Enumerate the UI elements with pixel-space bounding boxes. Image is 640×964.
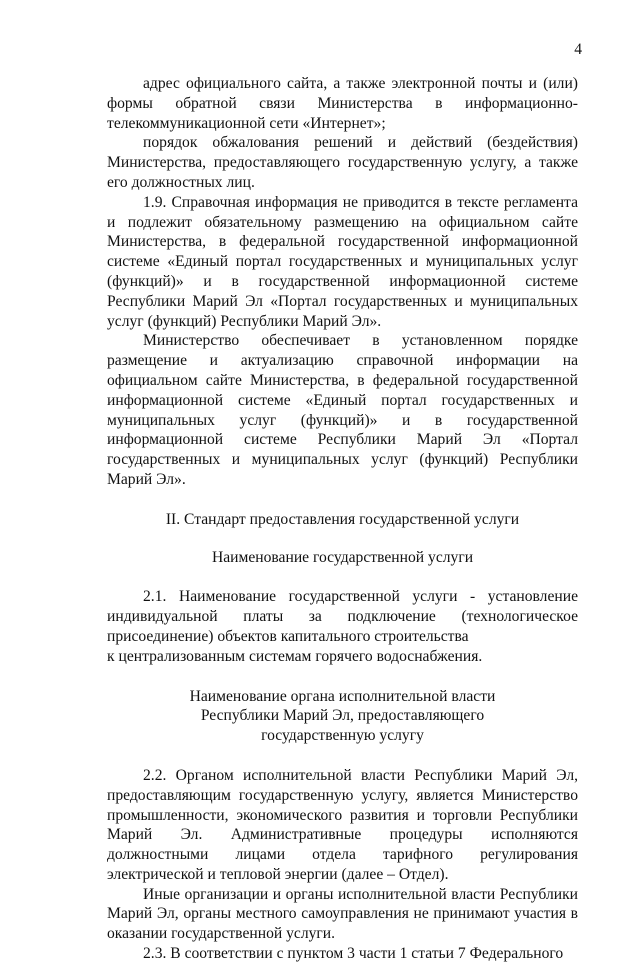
- paragraph-1-9-reference-info: 1.9. Справочная информация не приводится в тексте регламента и подлежит обязательному размещению на официальном сайте Министерства, в федеральной государственной информационной системе «Единый портал государственных и муниципальных услуг (функций)» и в государственной информационной системе Республики Марий Эл «Портал государственных и муниципальных услуг (функций) Республики Марий Эл».: [107, 193, 578, 330]
- paragraph-appeal-procedure: порядок обжалования решений и действий (бездействия) Министерства, предоставляющего государственную услугу, а также его должностных лиц.: [107, 134, 578, 191]
- subheading-authority-line-1: Наименование органа исполнительной власти: [189, 687, 496, 705]
- subheading-service-name: Наименование государственной услуги: [211, 548, 474, 566]
- paragraph-other-organizations: Иные организации и органы исполнительной власти Республики Марий Эл, органы местного самоуправления не принимают участия в оказании государственной услуги.: [107, 885, 578, 943]
- section-heading-standard: II. Стандарт предоставления государственной услуги: [165, 510, 520, 528]
- paragraph-2-1-service-name: 2.1. Наименование государственной услуги - установление индивидуальной платы за подключение (технологическое присоединение) объектов капитального строительства: [107, 588, 578, 645]
- subheading-authority-line-2: Республики Марий Эл, предоставляющего: [200, 707, 485, 725]
- paragraph-2-2-authority: 2.2. Органом исполнительной власти Республики Марий Эл, предоставляющим государственную услугу, является Министерство промышленности, экономического развития и торговли Республики Марий Эл. Административные процедуры исполняются должностными лицами отдела тарифного регулирования электрической и тепловой энергии (далее – Отдел).: [107, 766, 578, 883]
- subheading-authority: [107, 687, 578, 746]
- page-number: 4: [574, 41, 582, 58]
- paragraph-ministry-publishes-info: Министерство обеспечивает в установленном порядке размещение и актуализацию справочной информации на официальном сайте Министерства, в федеральной государственной информационной системе «Единый портал государственных и муниципальных услуг (функций)» и в государственной информационной системе Республики Марий Эл «Портал государственных и муниципальных услуг (функций) Республики Марий Эл».: [107, 332, 578, 488]
- document-body: [107, 74, 578, 964]
- paragraph-2-1-continuation: к централизованным системам горячего водоснабжения.: [107, 647, 483, 665]
- subheading-authority-line-3: государственную услугу: [261, 727, 424, 745]
- paragraph-website-address: адрес официального сайта, а также электронной почты и (или) формы обратной связи Министерства в информационно-телекоммуникационной сети «Интернет»;: [107, 75, 578, 132]
- paragraph-2-3-federal-law: 2.3. В соответствии с пунктом 3 части 1 статьи 7 Федерального: [143, 945, 564, 963]
